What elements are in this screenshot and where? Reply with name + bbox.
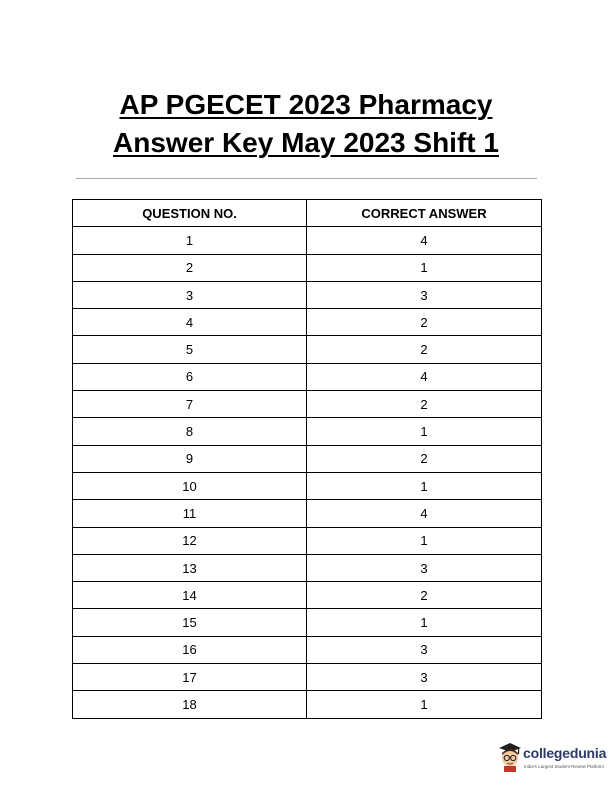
correct-answer-cell: 1 bbox=[307, 418, 542, 445]
table-row bbox=[73, 336, 542, 363]
question-number-cell: 18 bbox=[73, 691, 307, 718]
question-number-cell: 1 bbox=[73, 227, 307, 254]
question-number-cell: 15 bbox=[73, 609, 307, 636]
table-row bbox=[73, 527, 542, 554]
question-number-cell: 5 bbox=[73, 336, 307, 363]
question-no-header: QUESTION NO. bbox=[73, 200, 307, 227]
question-number-cell: 3 bbox=[73, 281, 307, 308]
question-number-cell: 9 bbox=[73, 445, 307, 472]
document-title bbox=[0, 86, 612, 162]
student-mascot-icon bbox=[497, 740, 523, 772]
logo-wordmark: collegedunia bbox=[523, 745, 607, 761]
correct-answer-cell: 1 bbox=[307, 691, 542, 718]
question-number-cell: 6 bbox=[73, 363, 307, 390]
question-number-cell: 10 bbox=[73, 472, 307, 499]
question-number-cell: 14 bbox=[73, 582, 307, 609]
question-number-cell: 17 bbox=[73, 664, 307, 691]
correct-answer-cell: 1 bbox=[307, 609, 542, 636]
table-row bbox=[73, 609, 542, 636]
correct-answer-cell: 4 bbox=[307, 500, 542, 527]
correct-answer-cell: 3 bbox=[307, 554, 542, 581]
table-row bbox=[73, 582, 542, 609]
correct-answer-cell: 1 bbox=[307, 527, 542, 554]
correct-answer-cell: 2 bbox=[307, 582, 542, 609]
table-row bbox=[73, 664, 542, 691]
answer-key-table bbox=[72, 199, 542, 719]
table-header-row bbox=[73, 200, 542, 227]
table-row bbox=[73, 691, 542, 718]
question-number-cell: 8 bbox=[73, 418, 307, 445]
table-row bbox=[73, 281, 542, 308]
table-row bbox=[73, 227, 542, 254]
table-row bbox=[73, 309, 542, 336]
table-row bbox=[73, 363, 542, 390]
question-number-cell: 7 bbox=[73, 391, 307, 418]
table-row bbox=[73, 500, 542, 527]
table-row bbox=[73, 445, 542, 472]
question-number-cell: 12 bbox=[73, 527, 307, 554]
collegedunia-logo bbox=[497, 738, 612, 778]
table-row bbox=[73, 254, 542, 281]
table-row bbox=[73, 636, 542, 663]
question-number-cell: 11 bbox=[73, 500, 307, 527]
question-number-cell: 13 bbox=[73, 554, 307, 581]
correct-answer-cell: 4 bbox=[307, 227, 542, 254]
table-row bbox=[73, 554, 542, 581]
correct-answer-cell: 3 bbox=[307, 281, 542, 308]
correct-answer-cell: 1 bbox=[307, 254, 542, 281]
correct-answer-cell: 2 bbox=[307, 391, 542, 418]
table-row bbox=[73, 418, 542, 445]
question-number-cell: 4 bbox=[73, 309, 307, 336]
correct-answer-cell: 3 bbox=[307, 664, 542, 691]
correct-answer-header: CORRECT ANSWER bbox=[307, 200, 542, 227]
table-row bbox=[73, 472, 542, 499]
title-line-2: Answer Key May 2023 Shift 1 bbox=[113, 127, 499, 158]
question-number-cell: 16 bbox=[73, 636, 307, 663]
table-row bbox=[73, 391, 542, 418]
correct-answer-cell: 2 bbox=[307, 445, 542, 472]
logo-tagline: India's Largest Student Review Platform bbox=[524, 764, 604, 769]
correct-answer-cell: 2 bbox=[307, 336, 542, 363]
correct-answer-cell: 2 bbox=[307, 309, 542, 336]
correct-answer-cell: 1 bbox=[307, 472, 542, 499]
title-line-1: AP PGECET 2023 Pharmacy bbox=[119, 89, 493, 120]
question-number-cell: 2 bbox=[73, 254, 307, 281]
divider bbox=[76, 178, 537, 179]
correct-answer-cell: 3 bbox=[307, 636, 542, 663]
correct-answer-cell: 4 bbox=[307, 363, 542, 390]
